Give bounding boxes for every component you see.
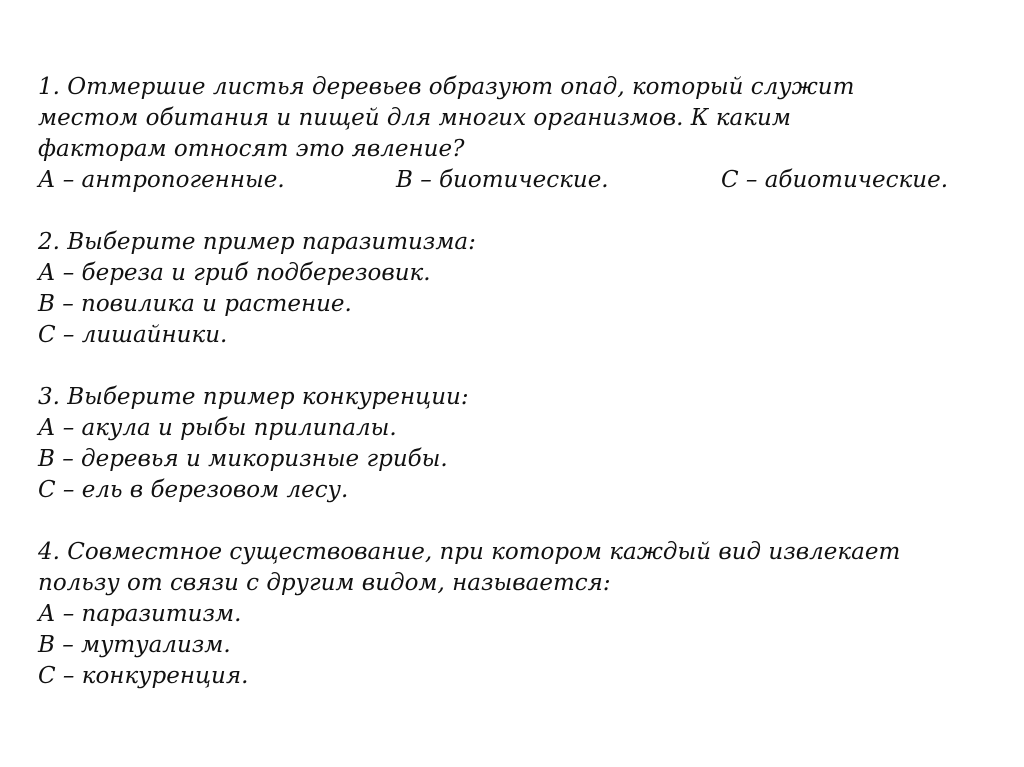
answer-option-b: В – деревья и микоризные грибы. (38, 446, 448, 472)
question-text-line: 1. Отмершие листья деревьев образуют опад, который служит (38, 74, 855, 100)
answer-option-b: В – мутуализм. (38, 632, 231, 658)
answer-option-a: А – береза и гриб подберезовик. (38, 260, 431, 286)
spacer (38, 351, 998, 382)
question-text-line: местом обитания и пищей для многих организмов. К каким (38, 105, 791, 131)
question-text-line: 3. Выберите пример конкуренции: (38, 384, 469, 410)
answer-option-c: С – абиотические. (721, 167, 949, 193)
answer-option-b: В – биотические. (396, 167, 609, 193)
quiz-text (38, 72, 998, 692)
question-4 (38, 537, 998, 692)
question-2 (38, 227, 998, 351)
answer-option-c: С – конкуренция. (38, 663, 249, 689)
answer-option-c: С – лишайники. (38, 322, 228, 348)
answer-option-c: С – ель в березовом лесу. (38, 477, 349, 503)
answer-options-row (38, 165, 998, 196)
question-3 (38, 382, 998, 506)
answer-option-a: А – паразитизм. (38, 601, 242, 627)
answer-option-a: А – акула и рыбы прилипалы. (38, 415, 397, 441)
answer-option-a: А – антропогенные. (38, 167, 285, 193)
question-1 (38, 72, 998, 196)
answer-option-b: В – повилика и растение. (38, 291, 352, 317)
spacer (38, 196, 998, 227)
question-text-line: 2. Выберите пример паразитизма: (38, 229, 476, 255)
question-text-line: 4. Совместное существование, при котором каждый вид извлекает (38, 539, 901, 565)
question-text-line: пользу от связи с другим видом, называется: (38, 570, 611, 596)
spacer (38, 506, 998, 537)
question-text-line: факторам относят это явление? (38, 136, 465, 162)
